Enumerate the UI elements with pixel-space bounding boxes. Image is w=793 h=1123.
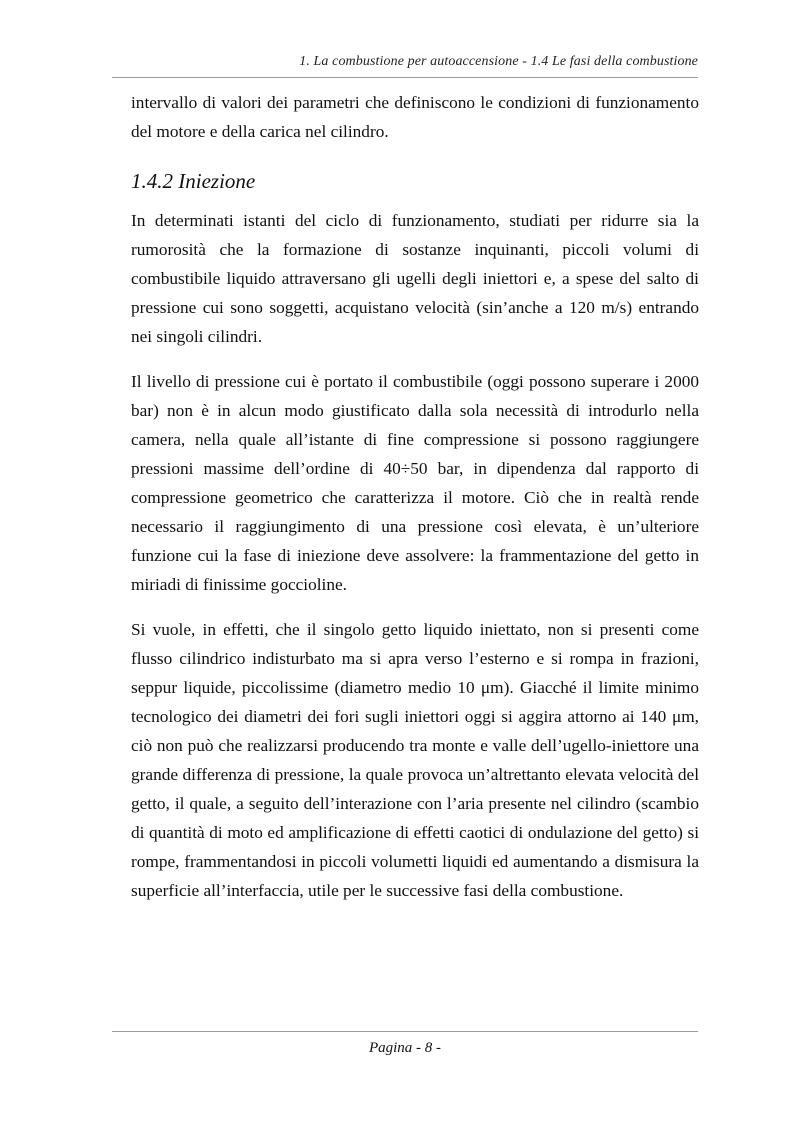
page-number: Pagina - 8 - <box>368 1040 442 1056</box>
page-body <box>131 88 699 921</box>
section-heading: 1.4.2 Iniezione <box>131 169 256 193</box>
paragraph-continued: intervallo di valori dei parametri che definiscono le condizioni di funzionamento del motore e della carica nel cilindro. <box>131 93 699 141</box>
running-header: 1. La combustione per autoaccensione - 1.4 Le fasi della combustione <box>299 54 698 69</box>
footer-divider <box>112 1031 698 1032</box>
paragraph-pressure-level: Il livello di pressione cui è portato il combustibile (oggi possono superare i 2000 bar) non è in alcun modo giustificato dalla sola necessità di introdurlo nella camera, nella quale all’istante di fine compressione si possono raggiungere pressioni massime dell’ordine di 40÷50 bar, in dipendenza dal rapporto di compressione geometrico che caratterizza il motore. Ciò che in realtà rende necessario il raggiungimento di una pressione così elevata, è un’ulteriore funzione cui la fase di iniezione deve assolvere: la frammentazione del getto in miriadi di finissime goccioline. <box>131 372 699 594</box>
header-divider <box>112 77 698 78</box>
paragraph-jet-breakup: Si vuole, in effetti, che il singolo getto liquido iniettato, non si presenti come flusso cilindrico indisturbato ma si apra verso l’esterno e si rompa in frazioni, seppur liquide, piccolissime (diametro medio 10 μm). Giacché il limite minimo tecnologico dei diametri dei fori sugli iniettori oggi si aggira attorno ai 140 μm, ciò non può che realizzarsi producendo tra monte e valle dell’ugello-iniettore una grande differenza di pressione, la quale provoca un’altrettanto elevata velocità del getto, il quale, a seguito dell’interazione con l’aria presente nel cilindro (scambio di quantità di moto ed amplificazione di effetti caotici di ondulazione del getto) si rompe, frammentandosi in piccoli volumetti liquidi ed aumentando a dismisura la superficie all’interfaccia, utile per le successive fasi della combustione. <box>131 620 699 900</box>
paragraph-injection-intro: In determinati istanti del ciclo di funzionamento, studiati per ridurre sia la rumorosità che la formazione di sostanze inquinanti, piccoli volumi di combustibile liquido attraversano gli ugelli degli iniettori e, a spese del salto di pressione cui sono soggetti, acquistano velocità (sin’anche a 120 m/s) entrando nei singoli cilindri. <box>131 211 699 346</box>
